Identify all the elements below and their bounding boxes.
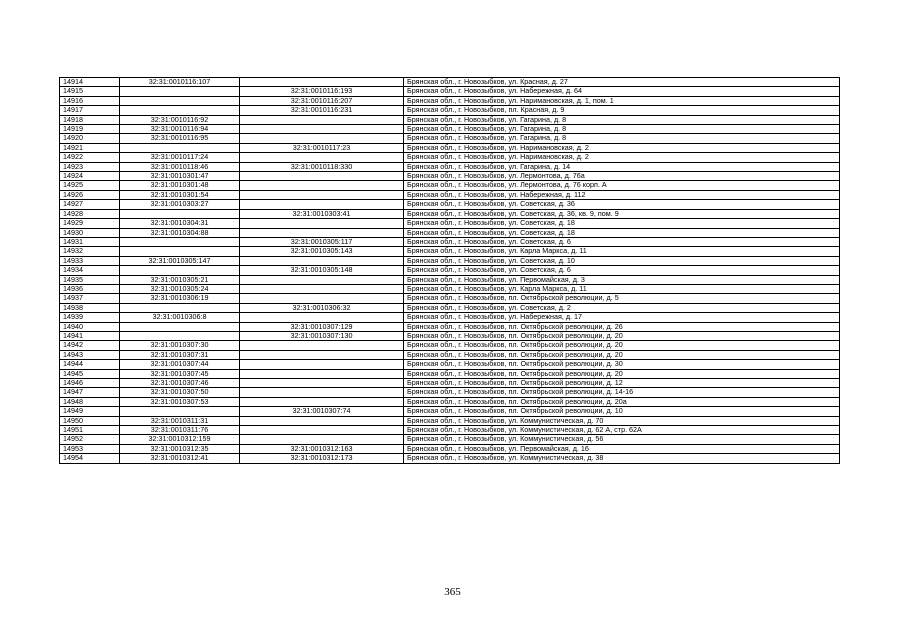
cadastral-number-cell: 32:31:0010118:46 — [120, 162, 240, 171]
cadastral-number-cell — [120, 266, 240, 275]
cadastral-number-cell: 32:31:0010307:46 — [120, 379, 240, 388]
record-number-cell: 14925 — [60, 181, 120, 190]
cadastral-number-alt-cell: 32:31:0010305:117 — [240, 237, 404, 246]
address-cell: Брянская обл., г. Новозыбков, ул. Набережная, д. 64 — [404, 87, 840, 96]
cadastral-number-alt-cell — [240, 256, 404, 265]
cadastral-number-cell: 32:31:0010306:8 — [120, 313, 240, 322]
address-cell: Брянская обл., г. Новозыбков, ул. Советская, д. 6 — [404, 237, 840, 246]
table-row — [60, 219, 840, 228]
table-row — [60, 435, 840, 444]
record-number-cell: 14947 — [60, 388, 120, 397]
record-number-cell: 14928 — [60, 209, 120, 218]
address-cell: Брянская обл., г. Новозыбков, ул. Первомайская, д. 3 — [404, 275, 840, 284]
table-row — [60, 294, 840, 303]
cadastral-number-alt-cell: 32:31:0010303:41 — [240, 209, 404, 218]
cadastral-number-cell: 32:31:0010307:50 — [120, 388, 240, 397]
table-row — [60, 360, 840, 369]
record-number-cell: 14914 — [60, 78, 120, 87]
record-number-cell: 14949 — [60, 407, 120, 416]
record-number-cell: 14950 — [60, 416, 120, 425]
record-number-cell: 14937 — [60, 294, 120, 303]
address-cell: Брянская обл., г. Новозыбков, ул. Советская, д. 2 — [404, 303, 840, 312]
cadastral-number-cell — [120, 106, 240, 115]
table-row — [60, 134, 840, 143]
record-number-cell: 14948 — [60, 397, 120, 406]
address-cell: Брянская обл., г. Новозыбков, пл. Октябрьской революции, д. 20 — [404, 350, 840, 359]
table-row — [60, 416, 840, 425]
table-row — [60, 87, 840, 96]
table-row — [60, 256, 840, 265]
cadastral-number-cell: 32:31:0010311:76 — [120, 426, 240, 435]
record-number-cell: 14924 — [60, 172, 120, 181]
cadastral-number-alt-cell — [240, 115, 404, 124]
cadastral-number-alt-cell — [240, 426, 404, 435]
cadastral-number-alt-cell: 32:31:0010305:148 — [240, 266, 404, 275]
cadastral-number-cell: 32:31:0010307:31 — [120, 350, 240, 359]
address-cell: Брянская обл., г. Новозыбков, ул. Коммунистическая, д. 70 — [404, 416, 840, 425]
address-cell: Брянская обл., г. Новозыбков, ул. Карла Маркса, д. 11 — [404, 247, 840, 256]
cadastral-number-cell: 32:31:0010311:31 — [120, 416, 240, 425]
registry-table-body — [60, 78, 840, 464]
address-cell: Брянская обл., г. Новозыбков, ул. Лермонтова, д. 76а — [404, 172, 840, 181]
cadastral-number-alt-cell: 32:31:0010116:193 — [240, 87, 404, 96]
record-number-cell: 14952 — [60, 435, 120, 444]
cadastral-number-alt-cell — [240, 275, 404, 284]
cadastral-number-alt-cell — [240, 284, 404, 293]
property-registry-table — [59, 77, 840, 464]
cadastral-number-alt-cell — [240, 350, 404, 359]
record-number-cell: 14944 — [60, 360, 120, 369]
record-number-cell: 14919 — [60, 125, 120, 134]
cadastral-number-cell: 32:31:0010117:24 — [120, 153, 240, 162]
address-cell: Брянская обл., г. Новозыбков, пл. Октябрьской революции, д. 10 — [404, 407, 840, 416]
record-number-cell: 14953 — [60, 444, 120, 453]
address-cell: Брянская обл., г. Новозыбков, ул. Гагарина, д. 8 — [404, 125, 840, 134]
cadastral-number-alt-cell: 32:31:0010312:163 — [240, 444, 404, 453]
cadastral-number-alt-cell — [240, 435, 404, 444]
record-number-cell: 14938 — [60, 303, 120, 312]
table-row — [60, 172, 840, 181]
address-cell: Брянская обл., г. Новозыбков, ул. Советская, д. 36 — [404, 200, 840, 209]
cadastral-number-alt-cell: 32:31:0010116:231 — [240, 106, 404, 115]
cadastral-number-alt-cell — [240, 153, 404, 162]
cadastral-number-cell — [120, 303, 240, 312]
table-row — [60, 284, 840, 293]
table-row — [60, 78, 840, 87]
table-row — [60, 106, 840, 115]
record-number-cell: 14918 — [60, 115, 120, 124]
address-cell: Брянская обл., г. Новозыбков, ул. Гагарина, д. 8 — [404, 134, 840, 143]
table-row — [60, 190, 840, 199]
cadastral-number-cell: 32:31:0010304:88 — [120, 228, 240, 237]
cadastral-number-alt-cell — [240, 341, 404, 350]
cadastral-number-cell: 32:31:0010307:53 — [120, 397, 240, 406]
record-number-cell: 14934 — [60, 266, 120, 275]
cadastral-number-alt-cell — [240, 172, 404, 181]
table-row — [60, 96, 840, 105]
cadastral-number-cell — [120, 209, 240, 218]
address-cell: Брянская обл., г. Новозыбков, ул. Коммунистическая, д. 38 — [404, 454, 840, 463]
cadastral-number-alt-cell: 32:31:0010118:330 — [240, 162, 404, 171]
cadastral-number-alt-cell — [240, 294, 404, 303]
table-row — [60, 228, 840, 237]
cadastral-number-alt-cell — [240, 369, 404, 378]
record-number-cell: 14945 — [60, 369, 120, 378]
cadastral-number-alt-cell — [240, 416, 404, 425]
cadastral-number-alt-cell: 32:31:0010307:130 — [240, 331, 404, 340]
table-row — [60, 237, 840, 246]
cadastral-number-cell: 32:31:0010305:21 — [120, 275, 240, 284]
cadastral-number-alt-cell — [240, 228, 404, 237]
address-cell: Брянская обл., г. Новозыбков, ул. Наримановская, д. 1, пом. 1 — [404, 96, 840, 105]
record-number-cell: 14939 — [60, 313, 120, 322]
cadastral-number-alt-cell — [240, 397, 404, 406]
cadastral-number-cell: 32:31:0010312:159 — [120, 435, 240, 444]
record-number-cell: 14936 — [60, 284, 120, 293]
cadastral-number-cell — [120, 96, 240, 105]
cadastral-number-cell: 32:31:0010116:107 — [120, 78, 240, 87]
address-cell: Брянская обл., г. Новозыбков, ул. Наримановская, д. 2 — [404, 143, 840, 152]
record-number-cell: 14915 — [60, 87, 120, 96]
cadastral-number-cell — [120, 322, 240, 331]
record-number-cell: 14931 — [60, 237, 120, 246]
address-cell: Брянская обл., г. Новозыбков, ул. Коммунистическая, д. 56 — [404, 435, 840, 444]
cadastral-number-cell — [120, 237, 240, 246]
cadastral-number-alt-cell — [240, 219, 404, 228]
cadastral-number-cell: 32:31:0010301:47 — [120, 172, 240, 181]
table-row — [60, 266, 840, 275]
address-cell: Брянская обл., г. Новозыбков, пл. Красная, д. 9 — [404, 106, 840, 115]
address-cell: Брянская обл., г. Новозыбков, ул. Советская, д. 6 — [404, 266, 840, 275]
cadastral-number-alt-cell — [240, 125, 404, 134]
address-cell: Брянская обл., г. Новозыбков, ул. Наримановская, д. 2 — [404, 153, 840, 162]
address-cell: Брянская обл., г. Новозыбков, пл. Октябрьской революции, д. 20а — [404, 397, 840, 406]
address-cell: Брянская обл., г. Новозыбков, пл. Октябрьской революции, д. 20 — [404, 369, 840, 378]
table-row — [60, 369, 840, 378]
table-row — [60, 303, 840, 312]
record-number-cell: 14954 — [60, 454, 120, 463]
cadastral-number-cell: 32:31:0010312:41 — [120, 454, 240, 463]
address-cell: Брянская обл., г. Новозыбков, пл. Октябрьской революции, д. 30 — [404, 360, 840, 369]
table-row — [60, 153, 840, 162]
record-number-cell: 14923 — [60, 162, 120, 171]
table-row — [60, 350, 840, 359]
cadastral-number-alt-cell — [240, 190, 404, 199]
address-cell: Брянская обл., г. Новозыбков, пл. Октябрьской революции, д. 20 — [404, 331, 840, 340]
table-row — [60, 125, 840, 134]
record-number-cell: 14920 — [60, 134, 120, 143]
record-number-cell: 14916 — [60, 96, 120, 105]
table-row — [60, 454, 840, 463]
table-row — [60, 331, 840, 340]
cadastral-number-cell — [120, 331, 240, 340]
cadastral-number-alt-cell — [240, 360, 404, 369]
cadastral-number-cell: 32:31:0010116:92 — [120, 115, 240, 124]
cadastral-number-cell: 32:31:0010307:30 — [120, 341, 240, 350]
cadastral-number-cell: 32:31:0010306:19 — [120, 294, 240, 303]
cadastral-number-cell: 32:31:0010303:27 — [120, 200, 240, 209]
document-page — [59, 77, 839, 464]
table-row — [60, 426, 840, 435]
cadastral-number-alt-cell: 32:31:0010307:74 — [240, 407, 404, 416]
cadastral-number-alt-cell: 32:31:0010312:173 — [240, 454, 404, 463]
cadastral-number-alt-cell: 32:31:0010117:23 — [240, 143, 404, 152]
table-row — [60, 388, 840, 397]
cadastral-number-cell — [120, 143, 240, 152]
record-number-cell: 14943 — [60, 350, 120, 359]
table-row — [60, 162, 840, 171]
address-cell: Брянская обл., г. Новозыбков, ул. Набережная, д. 112 — [404, 190, 840, 199]
address-cell: Брянская обл., г. Новозыбков, пл. Октябрьской революции, д. 12 — [404, 379, 840, 388]
address-cell: Брянская обл., г. Новозыбков, пл. Октябрьской революции, д. 26 — [404, 322, 840, 331]
address-cell: Брянская обл., г. Новозыбков, ул. Коммунистическая, д. 62 А, стр. 62А — [404, 426, 840, 435]
cadastral-number-alt-cell — [240, 134, 404, 143]
table-row — [60, 275, 840, 284]
table-row — [60, 200, 840, 209]
record-number-cell: 14951 — [60, 426, 120, 435]
cadastral-number-cell: 32:31:0010301:54 — [120, 190, 240, 199]
table-row — [60, 115, 840, 124]
address-cell: Брянская обл., г. Новозыбков, ул. Красная, д. 27 — [404, 78, 840, 87]
address-cell: Брянская обл., г. Новозыбков, пл. Октябрьской революции, д. 20 — [404, 341, 840, 350]
table-row — [60, 322, 840, 331]
address-cell: Брянская обл., г. Новозыбков, ул. Карла Маркса, д. 11 — [404, 284, 840, 293]
table-row — [60, 143, 840, 152]
record-number-cell: 14946 — [60, 379, 120, 388]
cadastral-number-cell: 32:31:0010305:147 — [120, 256, 240, 265]
record-number-cell: 14942 — [60, 341, 120, 350]
table-row — [60, 407, 840, 416]
cadastral-number-cell — [120, 407, 240, 416]
record-number-cell: 14922 — [60, 153, 120, 162]
cadastral-number-cell: 32:31:0010307:45 — [120, 369, 240, 378]
record-number-cell: 14921 — [60, 143, 120, 152]
table-row — [60, 397, 840, 406]
cadastral-number-alt-cell — [240, 313, 404, 322]
table-row — [60, 341, 840, 350]
cadastral-number-alt-cell — [240, 181, 404, 190]
record-number-cell: 14935 — [60, 275, 120, 284]
record-number-cell: 14926 — [60, 190, 120, 199]
record-number-cell: 14927 — [60, 200, 120, 209]
address-cell: Брянская обл., г. Новозыбков, пл. Октябрьской революции, д. 5 — [404, 294, 840, 303]
cadastral-number-alt-cell — [240, 388, 404, 397]
address-cell: Брянская обл., г. Новозыбков, ул. Набережная, д. 17 — [404, 313, 840, 322]
cadastral-number-cell — [120, 87, 240, 96]
record-number-cell: 14940 — [60, 322, 120, 331]
cadastral-number-cell: 32:31:0010312:35 — [120, 444, 240, 453]
cadastral-number-cell: 32:31:0010307:44 — [120, 360, 240, 369]
record-number-cell: 14941 — [60, 331, 120, 340]
address-cell: Брянская обл., г. Новозыбков, ул. Лермонтова, д. 76 корп. А — [404, 181, 840, 190]
cadastral-number-cell: 32:31:0010305:24 — [120, 284, 240, 293]
record-number-cell: 14930 — [60, 228, 120, 237]
address-cell: Брянская обл., г. Новозыбков, ул. Советская, д. 36, кв. 9, пом. 9 — [404, 209, 840, 218]
record-number-cell: 14929 — [60, 219, 120, 228]
cadastral-number-cell: 32:31:0010301:48 — [120, 181, 240, 190]
address-cell: Брянская обл., г. Новозыбков, пл. Октябрьской революции, д. 14-16 — [404, 388, 840, 397]
page-number: 365 — [444, 586, 461, 598]
cadastral-number-cell: 32:31:0010116:94 — [120, 125, 240, 134]
cadastral-number-cell: 32:31:0010304:31 — [120, 219, 240, 228]
address-cell: Брянская обл., г. Новозыбков, ул. Советская, д. 18 — [404, 228, 840, 237]
cadastral-number-cell: 32:31:0010116:95 — [120, 134, 240, 143]
table-row — [60, 379, 840, 388]
cadastral-number-alt-cell — [240, 200, 404, 209]
address-cell: Брянская обл., г. Новозыбков, ул. Первомайская, д. 16 — [404, 444, 840, 453]
record-number-cell: 14932 — [60, 247, 120, 256]
table-row — [60, 247, 840, 256]
record-number-cell: 14917 — [60, 106, 120, 115]
cadastral-number-alt-cell: 32:31:0010306:32 — [240, 303, 404, 312]
table-row — [60, 313, 840, 322]
cadastral-number-alt-cell — [240, 78, 404, 87]
record-number-cell: 14933 — [60, 256, 120, 265]
table-row — [60, 444, 840, 453]
cadastral-number-alt-cell — [240, 379, 404, 388]
address-cell: Брянская обл., г. Новозыбков, ул. Советская, д. 18 — [404, 219, 840, 228]
address-cell: Брянская обл., г. Новозыбков, ул. Гагарина, д. 14 — [404, 162, 840, 171]
table-row — [60, 181, 840, 190]
address-cell: Брянская обл., г. Новозыбков, ул. Советская, д. 10 — [404, 256, 840, 265]
cadastral-number-cell — [120, 247, 240, 256]
table-row — [60, 209, 840, 218]
cadastral-number-alt-cell: 32:31:0010116:207 — [240, 96, 404, 105]
cadastral-number-alt-cell: 32:31:0010307:129 — [240, 322, 404, 331]
cadastral-number-alt-cell: 32:31:0010305:143 — [240, 247, 404, 256]
address-cell: Брянская обл., г. Новозыбков, ул. Гагарина, д. 8 — [404, 115, 840, 124]
